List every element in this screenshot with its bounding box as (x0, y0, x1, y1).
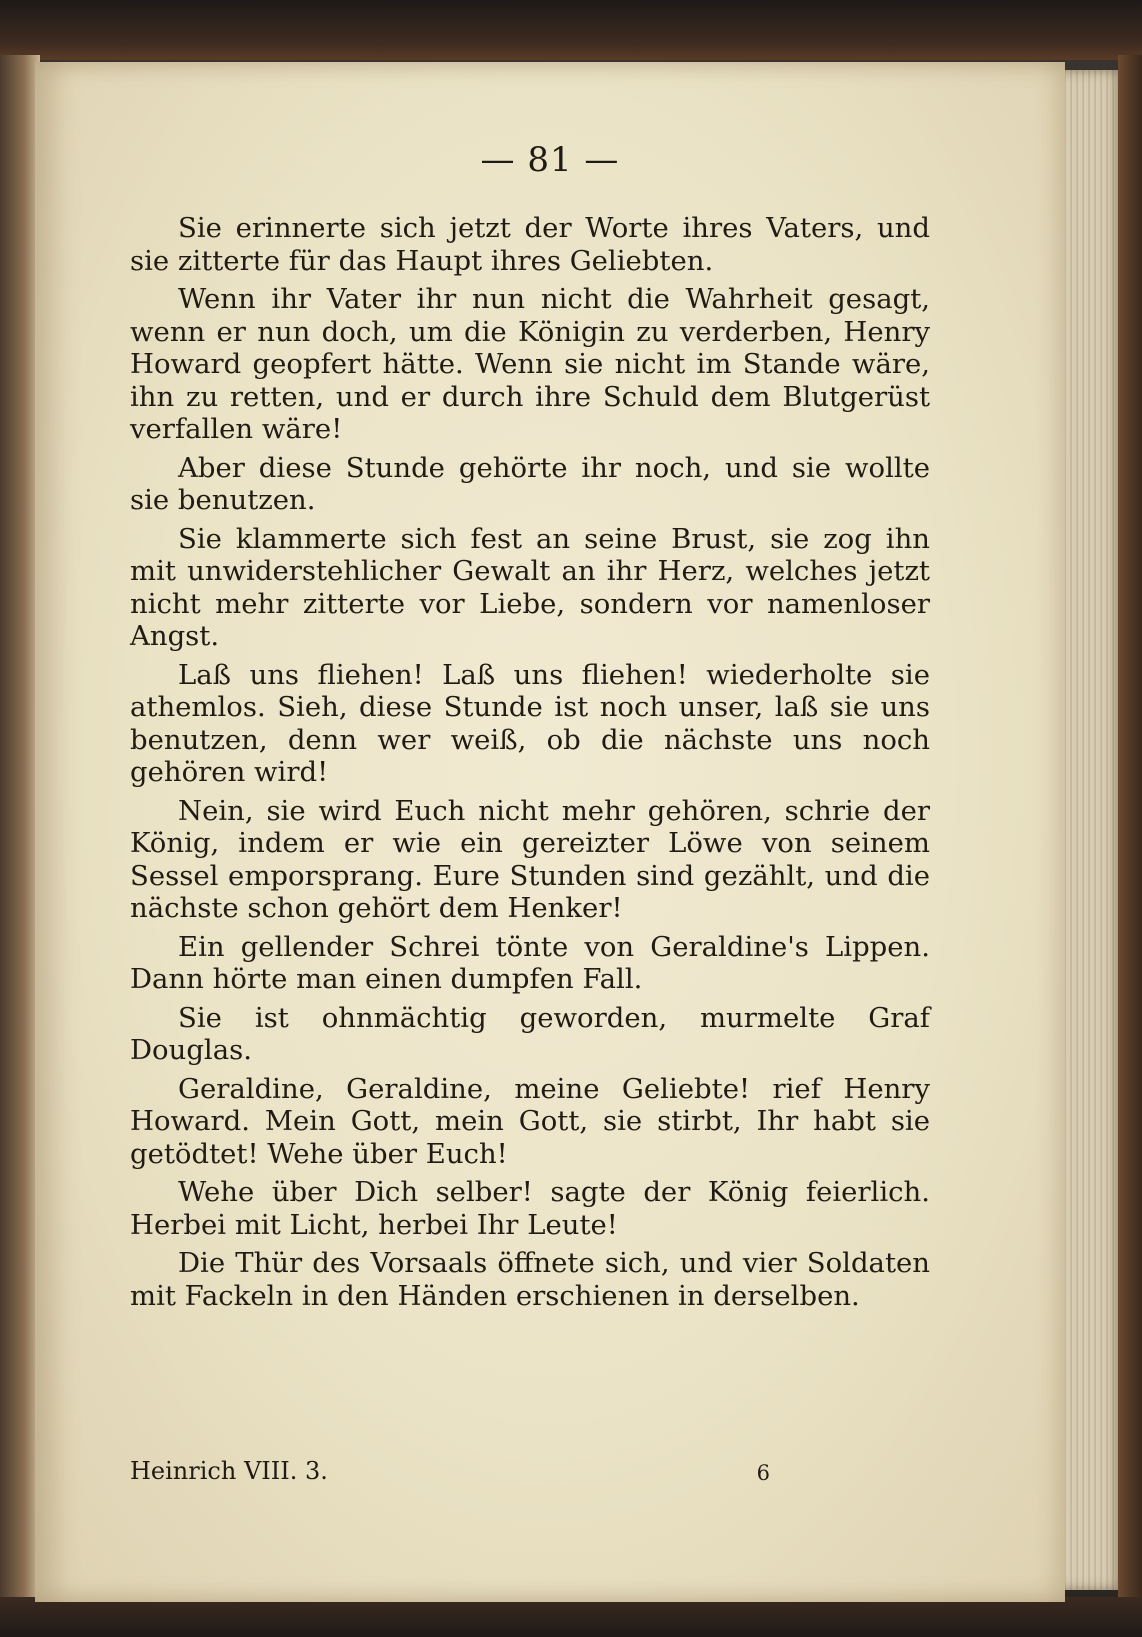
paragraph: Aber diese Stunde gehörte ihr noch, und sie wollte sie benutzen. (130, 451, 930, 516)
paragraph: Sie erinnerte sich jetzt der Worte ihres Vaters, und sie zitterte für das Haupt ihres Geliebten. (130, 212, 930, 277)
sheet-number: 6 (756, 1461, 770, 1485)
paragraph: Die Thür des Vorsaals öffnete sich, und vier Soldaten mit Fackeln in den Händen erschienen in derselben. (130, 1247, 930, 1312)
facing-page-edge (0, 55, 40, 1615)
paragraph: Nein, sie wird Euch nicht mehr gehören, schrie der König, indem er wie ein gereizter Löwe von seinem Sessel emporsprang. Eure Stunden sind gezählt, und die nächste schon gehört dem Henker! (130, 794, 930, 924)
paragraph: Geraldine, Geraldine, meine Geliebte! rief Henry Howard. Mein Gott, mein Gott, sie stirbt, Ihr habt sie getödtet! Wehe über Euch! (130, 1072, 930, 1170)
book-cover-right (1118, 55, 1142, 1615)
signature-mark: Heinrich VIII. 3. (130, 1457, 328, 1485)
paragraph: Sie klammerte sich fest an seine Brust, sie zog ihn mit unwiderstehlicher Gewalt an ihr Herz, welches jetzt nicht mehr zitterte vor Liebe, sondern vor namenloser Angst. (130, 522, 930, 652)
paragraph: Ein gellender Schrei tönte von Geraldine's Lippen. Dann hörte man einen dumpfen Fall. (130, 930, 930, 995)
book-page (35, 62, 1065, 1602)
paragraph: Wenn ihr Vater ihr nun nicht die Wahrheit gesagt, wenn er nun doch, um die Königin zu verderben, Henry Howard geopfert hätte. Wenn sie nicht im Stande wäre, ihn zu retten, und er durch ihre Schuld dem Blutgerüst verfallen wäre! (130, 283, 930, 445)
page-number: — 81 — (480, 140, 620, 180)
body-text (130, 212, 930, 1318)
paragraph: Laß uns fliehen! Laß uns fliehen! wiederholte sie athemlos. Sieh, diese Stunde ist noch unser, laß sie uns benutzen, denn wer weiß, ob die nächste uns noch gehören wird! (130, 658, 930, 788)
page-stack-edge (1055, 70, 1125, 1590)
book-cover-bottom (0, 1597, 1142, 1637)
book-cover-top (0, 0, 1142, 60)
paragraph: Sie ist ohnmächtig geworden, murmelte Graf Douglas. (130, 1001, 930, 1066)
paragraph: Wehe über Dich selber! sagte der König feierlich. Herbei mit Licht, herbei Ihr Leute! (130, 1176, 930, 1241)
